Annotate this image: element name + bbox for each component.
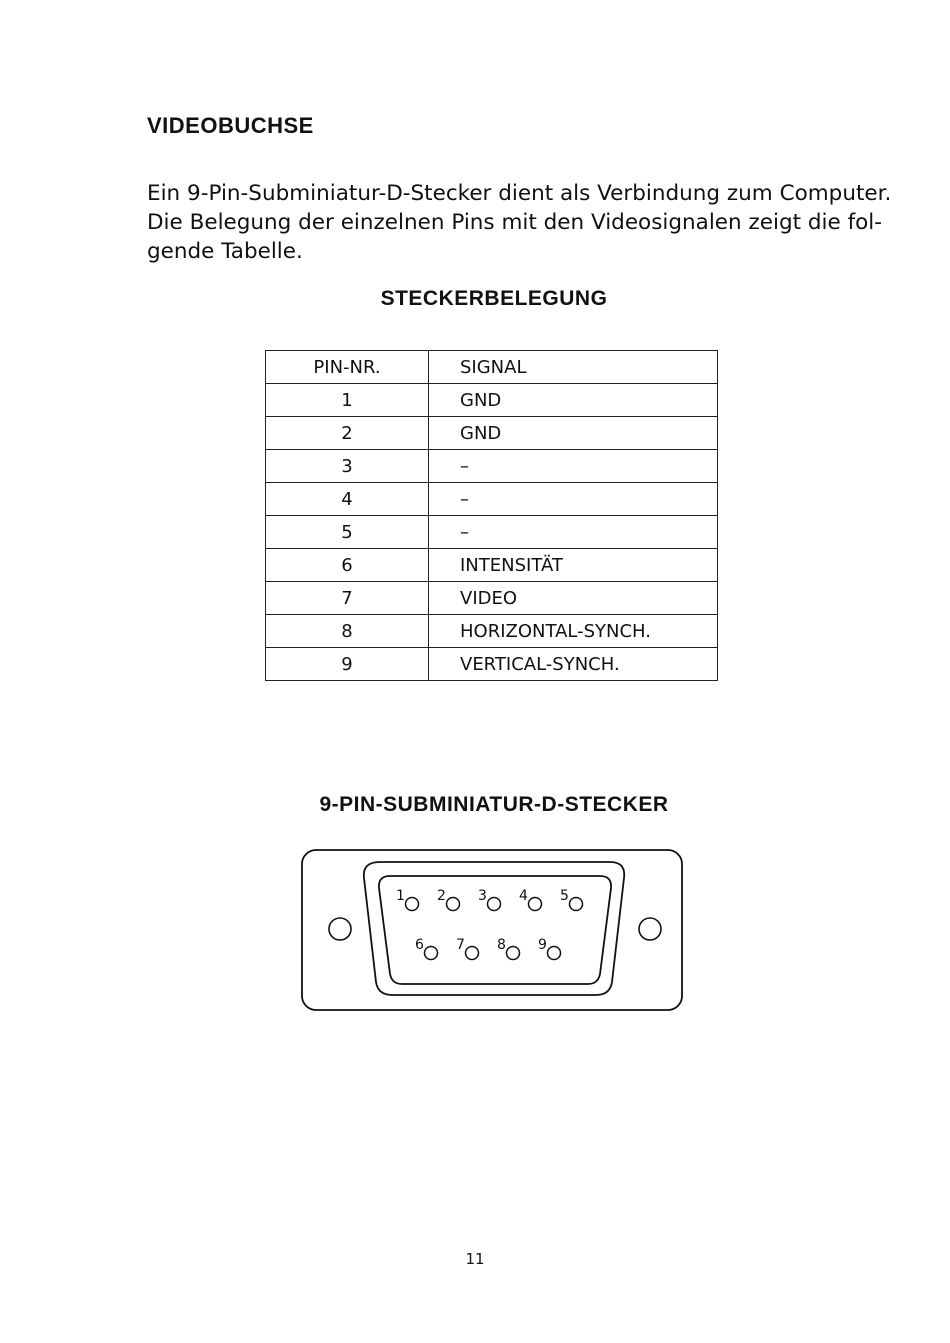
d-sub-connector-diagram	[300, 848, 685, 1013]
signal-cell: VIDEO	[429, 582, 718, 615]
pin-1-socket	[406, 898, 419, 911]
section-title: VIDEOBUCHSE	[147, 113, 314, 138]
header-pin-number: PIN-NR.	[266, 351, 429, 384]
table-row	[266, 384, 718, 417]
pin-cell: 5	[266, 516, 429, 549]
intro-line-1: Ein 9-Pin-Subminiatur-D-Stecker dient als Verbindung zum Computer.	[147, 180, 892, 206]
pin-9-socket	[548, 947, 561, 960]
pin-7-socket	[466, 947, 479, 960]
table-row	[266, 582, 718, 615]
table-row	[266, 483, 718, 516]
signal-cell: VERTICAL-SYNCH.	[429, 648, 718, 681]
signal-cell: GND	[429, 384, 718, 417]
table-row	[266, 549, 718, 582]
connector-outer-trapezoid	[364, 862, 624, 995]
mounting-hole-left	[329, 918, 351, 940]
pin-assignment-table	[265, 350, 718, 681]
pin-cell: 1	[266, 384, 429, 417]
header-signal: SIGNAL	[429, 351, 718, 384]
pin-2-socket	[447, 898, 460, 911]
pin-number-label: 5	[560, 888, 569, 904]
signal-cell: GND	[429, 417, 718, 450]
connector-title: 9-PIN-SUBMINIATUR-D-STECKER	[319, 793, 669, 816]
pin-number-label: 6	[415, 937, 424, 953]
signal-cell: –	[429, 450, 718, 483]
pin-number-label: 2	[437, 888, 446, 904]
pin-cell: 8	[266, 615, 429, 648]
pin-number-label: 4	[519, 888, 528, 904]
mounting-hole-right	[639, 918, 661, 940]
pin-6-socket	[425, 947, 438, 960]
intro-line-3: gende Tabelle.	[147, 238, 303, 264]
pin-number-label: 7	[456, 937, 465, 953]
pin-cell: 3	[266, 450, 429, 483]
intro-paragraph	[147, 179, 892, 266]
pin-cell: 6	[266, 549, 429, 582]
pin-cell: 4	[266, 483, 429, 516]
pin-row-bottom	[415, 937, 561, 960]
pin-8-socket	[507, 947, 520, 960]
connector-inner-trapezoid	[379, 876, 611, 984]
signal-cell: –	[429, 516, 718, 549]
pin-5-socket	[570, 898, 583, 911]
table-row	[266, 417, 718, 450]
table-row	[266, 516, 718, 549]
signal-cell: –	[429, 483, 718, 516]
page-number: 11	[465, 1250, 485, 1268]
pin-cell: 7	[266, 582, 429, 615]
pin-number-label: 9	[538, 937, 547, 953]
pin-number-label: 1	[396, 888, 405, 904]
table-row	[266, 450, 718, 483]
table-header-row	[266, 351, 718, 384]
table-row	[266, 615, 718, 648]
pin-row-top	[396, 888, 583, 911]
pin-number-label: 3	[478, 888, 487, 904]
intro-line-2: Die Belegung der einzelnen Pins mit den Videosignalen zeigt die fol-	[147, 209, 883, 235]
pin-number-label: 8	[497, 937, 506, 953]
pin-4-socket	[529, 898, 542, 911]
pin-cell: 2	[266, 417, 429, 450]
table-title: STECKERBELEGUNG	[380, 287, 608, 310]
signal-cell: HORIZONTAL-SYNCH.	[429, 615, 718, 648]
signal-cell: INTENSITÄT	[429, 549, 718, 582]
table-row	[266, 648, 718, 681]
pin-3-socket	[488, 898, 501, 911]
pin-cell: 9	[266, 648, 429, 681]
